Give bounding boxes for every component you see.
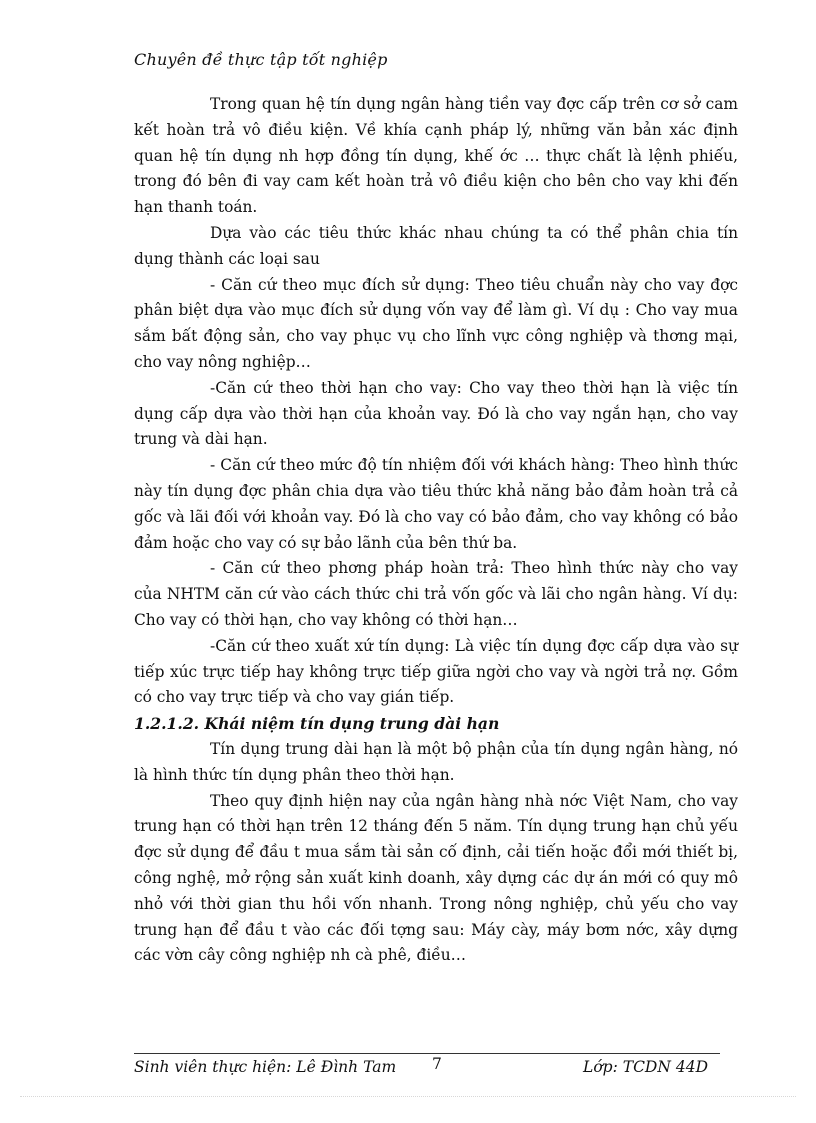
- footer-class-label: Lớp: TCDN 44D: [583, 1058, 708, 1076]
- paragraph-classification-intro: Dựa vào các tiêu thức khác nhau chúng ta có thể phân chia tín dụng thành các loại sau: [134, 223, 738, 268]
- paragraph-by-origin: -Căn cứ theo xuất xứ tín dụng: Là việc tín dụng đợc cấp dựa vào sự tiếp xúc trực tiếp hay không trực tiếp giữa ngời cho vay và ngời trả nợ. Gồm có cho vay trực tiếp và cho vay gián tiếp.: [134, 636, 738, 707]
- paragraph-medium-term-regulation: Theo quy định hiện nay của ngân hàng nhà nớc Việt Nam, cho vay trung hạn có thời hạn trên 12 tháng đến 5 năm. Tín dụng trung hạn chủ yếu đợc sử dụng để đầu t mua sắm tài sản cố định, cải tiến hoặc đổi mới thiết bị, công nghệ, mở rộng sản xuất kinh doanh, xây dựng các dự án mới có quy mô nhỏ với thời gian thu hồi vốn nhanh. Trong nông nghiệp, chủ yếu cho vay trung hạn để đầu t vào các đối tợng sau: Máy cày, máy bơm nớc, xây dựng các vờn cây công nghiệp nh cà phê, điều…: [134, 791, 738, 965]
- body-text: [134, 92, 738, 969]
- footer-divider: [134, 1053, 720, 1054]
- paragraph-by-term: -Căn cứ theo thời hạn cho vay: Cho vay theo thời hạn là việc tín dụng cấp dựa vào thời hạn của khoản vay. Đó là cho vay ngắn hạn, cho vay trung và dài hạn.: [134, 378, 738, 449]
- paragraph-credit-relationship: Trong quan hệ tín dụng ngân hàng tiền vay đợc cấp trên cơ sở cam kết hoàn trả vô điều kiện. Về khía cạnh pháp lý, những văn bản xác định quan hệ tín dụng nh hợp đồng tín dụng, khế ớc … thực chất là lệnh phiếu, trong đó bên đi vay cam kết hoàn trả vô điều kiện cho bên cho vay khi đến hạn thanh toán.: [134, 95, 738, 217]
- paragraph-by-credibility: - Căn cứ theo mức độ tín nhiệm đối với khách hàng: Theo hình thức này tín dụng đợc phân chia dựa vào tiêu thức khả năng bảo đảm hoàn trả cả gốc và lãi đối với khoản vay. Đó là cho vay có bảo đảm, cho vay không có bảo đảm hoặc cho vay có sự bảo lãnh của bên thứ ba.: [134, 456, 738, 552]
- footer-student-name: Sinh viên thực hiện: Lê Đình Tam: [134, 1058, 397, 1076]
- running-header: Chuyên đề thực tập tốt nghiệp: [134, 50, 388, 69]
- paragraph-by-purpose: - Căn cứ theo mục đích sử dụng: Theo tiêu chuẩn này cho vay đợc phân biệt dựa vào mục đích sử dụng vốn vay để làm gì. Ví dụ : Cho vay mua sắm bất động sản, cho vay phục vụ cho lĩnh vực công nghiệp và thơng mại, cho vay nông nghiệp…: [134, 275, 738, 371]
- footer-page-number: 7: [432, 1055, 442, 1073]
- paragraph-by-repayment: - Căn cứ theo phơng pháp hoàn trả: Theo hình thức này cho vay của NHTM căn cứ vào cách thức chi trả vốn gốc và lãi cho ngân hàng. Ví dụ: Cho vay có thời hạn, cho vay không có thời hạn…: [134, 559, 738, 629]
- page-footer: [134, 1055, 720, 1082]
- page-bottom-dotted-line: [20, 1096, 796, 1097]
- section-heading: 1.2.1.2. Khái niệm tín dụng trung dài hạn: [134, 714, 500, 734]
- paragraph-medium-long-term-definition: Tín dụng trung dài hạn là một bộ phận của tín dụng ngân hàng, nó là hình thức tín dụng phân theo thời hạn.: [134, 739, 738, 784]
